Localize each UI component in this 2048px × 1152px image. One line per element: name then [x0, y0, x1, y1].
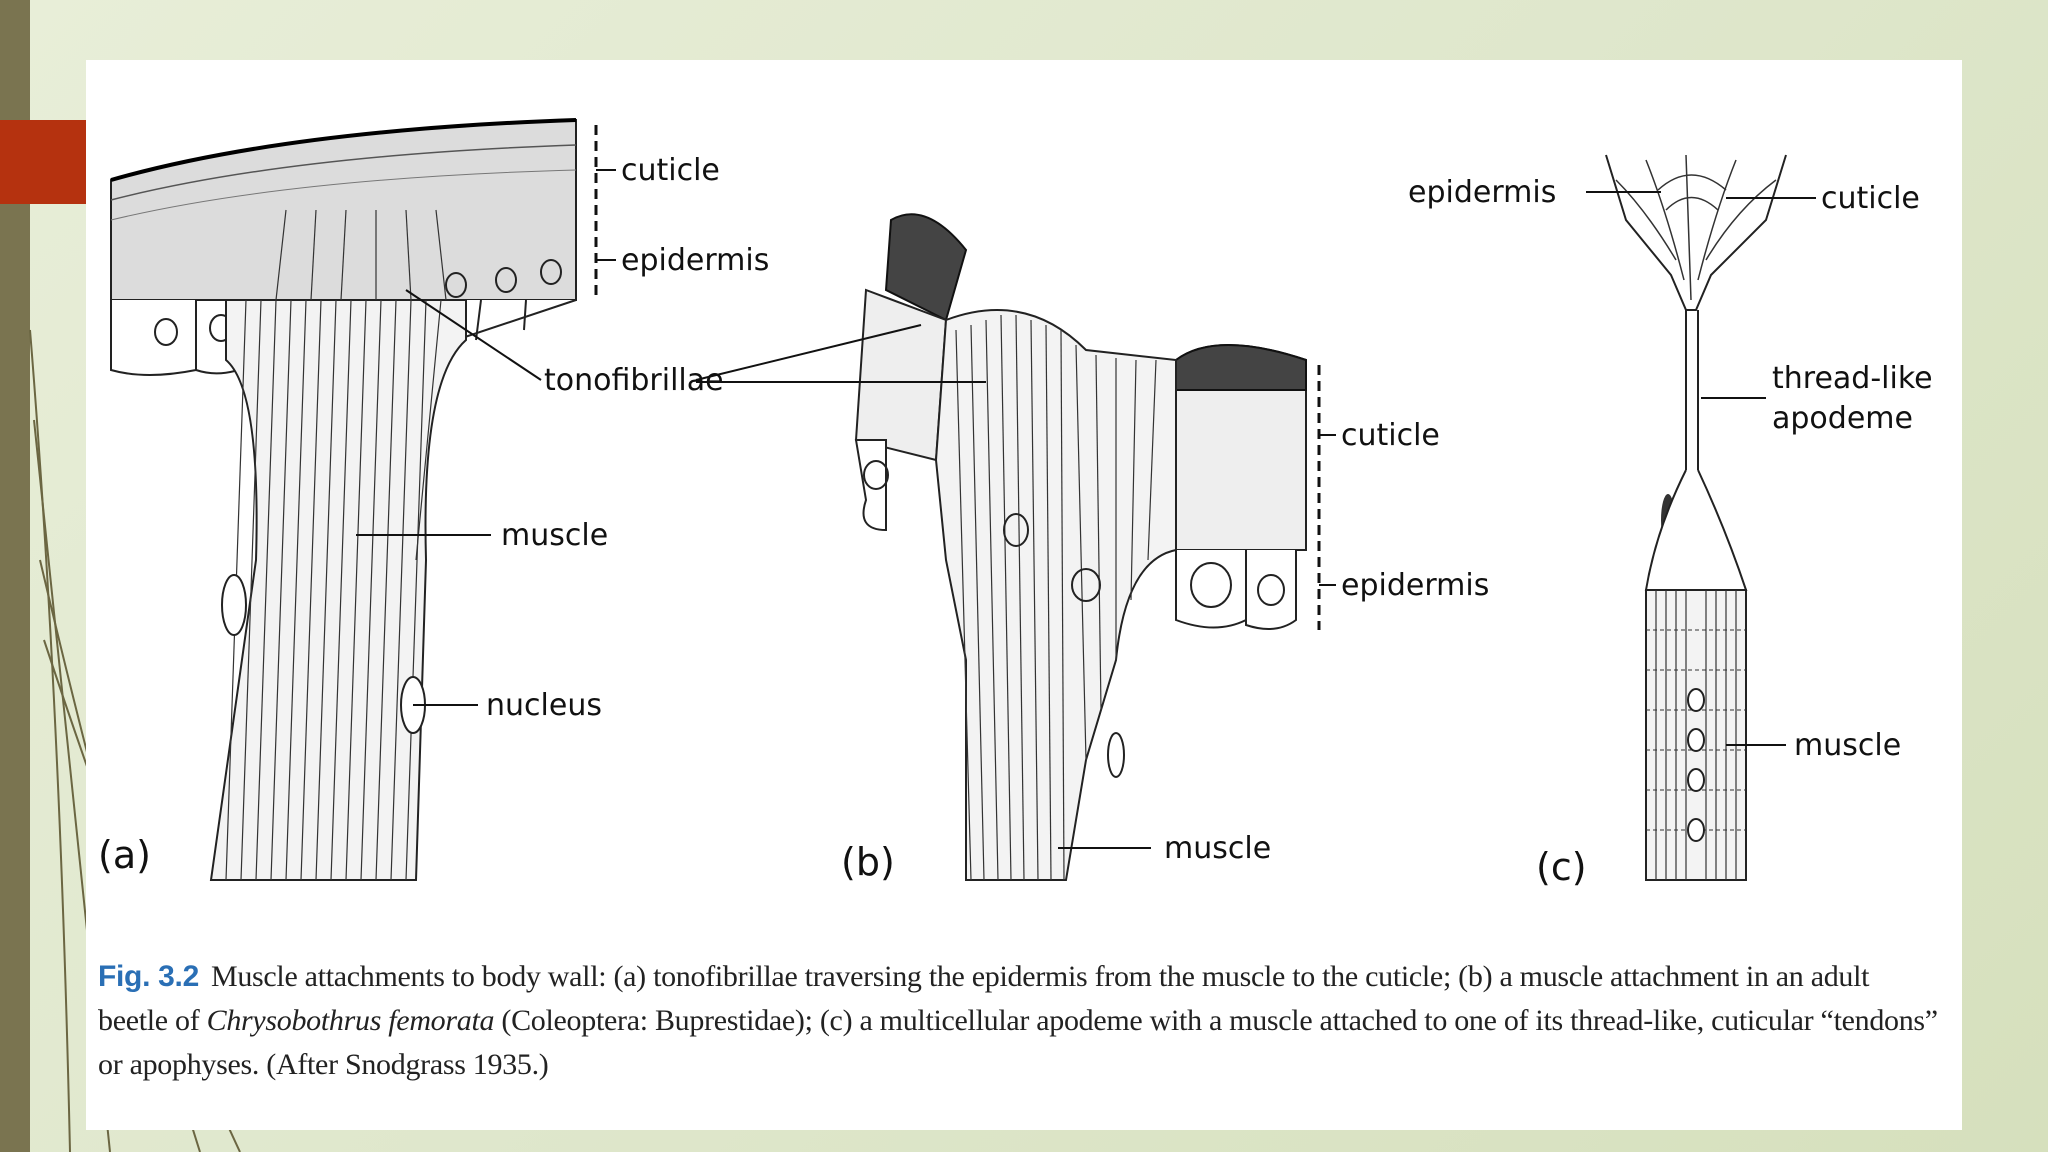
figure-number: Fig. 3.2 [98, 960, 199, 993]
slide-accent-block [0, 120, 86, 204]
panel-c-label-muscle: muscle [1794, 728, 1902, 763]
panel-a-drawing [111, 120, 616, 880]
panel-b-label-epidermis: epidermis [1341, 568, 1490, 603]
panel-c-label-apodeme: apodeme [1772, 401, 1913, 436]
panel-c-tag: (c) [1536, 845, 1587, 889]
panel-b-tag: (b) [841, 840, 895, 884]
panel-c-label-epidermis: epidermis [1408, 175, 1557, 210]
panel-a-label-muscle: muscle [501, 518, 609, 553]
figure-caption [98, 955, 1938, 1087]
panel-c-label-cuticle: cuticle [1821, 181, 1920, 216]
figure-panel [86, 60, 1962, 1130]
panel-b-label-muscle: muscle [1164, 831, 1272, 866]
panel-a-tag: (a) [98, 833, 151, 877]
caption-species-name: Chrysobothrus femorata [206, 1004, 495, 1037]
panel-c-label-thread-like: thread-like [1772, 361, 1933, 396]
panel-b-label-cuticle: cuticle [1341, 418, 1440, 453]
muscle-attachment-figure [86, 60, 1962, 940]
panel-a-label-tonofibrillae: tonofibrillae [544, 363, 724, 398]
panel-c-drawing [1586, 155, 1816, 880]
panel-b-drawing [696, 214, 1336, 880]
caption-text-part-2: (Coleoptera: Buprestidae); (c) a multicellular apodeme with a muscle attached to one of its thread-like, cuticular “tendons” or apophyses. (After Snodgrass 1935.) [98, 1004, 1938, 1081]
panel-a-label-epidermis: epidermis [621, 243, 770, 278]
panel-a-label-nucleus: nucleus [486, 688, 602, 723]
caption-text-part-1: Muscle attachments to body wall: (a) tonofibrillae traversing the epidermis from the muscle to the cuticle; (b) a muscle attachment in an adult beetle of [98, 960, 1870, 1037]
panel-a-label-cuticle: cuticle [621, 153, 720, 188]
